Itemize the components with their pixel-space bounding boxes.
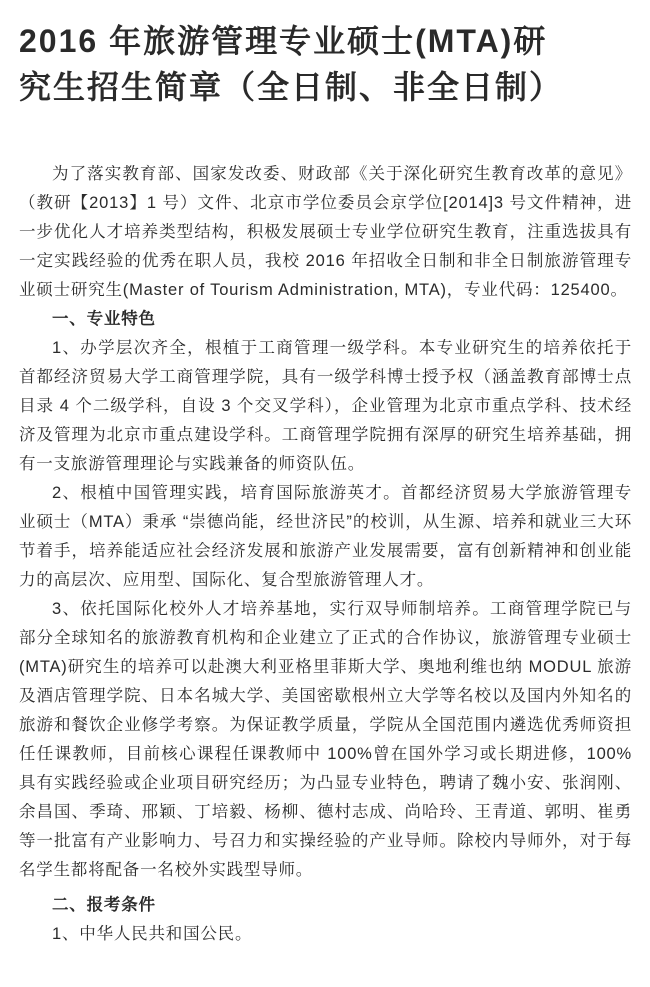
section-heading-application-requirements: 二、报考条件 (52, 896, 156, 914)
document-title-line-1: 2016 年旅游管理专业硕士(MTA)研 (19, 23, 548, 59)
requirement-paragraph-1: 1、中华人民共和国公民。 (52, 925, 253, 943)
feature-paragraph-2: 2、根植中国管理实践，培育国际旅游英才。首都经济贸易大学旅游管理专业硕士（MTA）秉承 “崇德尚能，经世济民”的校训，从生源、培养和就业三大环节着手，培养能适应社会经济发展和旅游产业发展需要，富有创新精神和创业能力的高层次、应用型、国际化、复合型旅游管理人才。 (19, 484, 632, 589)
feature-paragraph-3: 3、依托国际化校外人才培养基地，实行双导师制培养。工商管理学院已与部分全球知名的旅游教育机构和企业建立了正式的合作协议，旅游管理专业硕士(MTA)研究生的培养可以赴澳大利亚格里菲斯大学、奥地利维也纳 MODUL 旅游及酒店管理学院、日本名城大学、美国密歇根州立大学等名校以及国内外知名的旅游和餐饮企业修学考察。为保证教学质量，学院从全国范围内遴选优秀师资担任任课教师，目前核心课程任课教师中 100%曾在国外学习或长期进修，100%具有实践经验或企业项目研究经历；为凸显专业特色，聘请了魏小安、张润刚、余昌国、季琦、邢颖、丁培毅、杨柳、德村志成、尚哈玲、王青道、郭明、崔勇等一批富有产业影响力、号召力和实操经验的产业导师。除校内导师外，对于每名学生都将配备一名校外实践型导师。 (19, 600, 632, 879)
section-heading-program-features: 一、专业特色 (52, 310, 156, 328)
document-title-line-2: 究生招生简章（全日制、非全日制） (19, 69, 564, 105)
intro-paragraph: 为了落实教育部、国家发改委、财政部《关于深化研究生教育改革的意见》（教研【2013】1 号）文件、北京市学位委员会京学位[2014]3 号文件精神，进一步优化人才培养类型结构，积极发展硕士专业学位研究生教育，注重选拔具有一定实践经验的优秀在职人员，我校 2016 年招收全日制和非全日制旅游管理专业硕士研究生(Master of Tourism Administration, MTA)，专业代码：125400。 (19, 165, 632, 299)
document-title (19, 18, 632, 110)
feature-paragraph-1: 1、办学层次齐全，根植于工商管理一级学科。本专业研究生的培养依托于首都经济贸易大学工商管理学院，具有一级学科博士授予权（涵盖教育部博士点目录 4 个二级学科，自设 3 个交叉学科），企业管理为北京市重点学科、技术经济及管理为北京市重点建设学科。工商管理学院拥有深厚的研究生培养基础，拥有一支旅游管理理论与实践兼备的师资队伍。 (19, 339, 632, 473)
